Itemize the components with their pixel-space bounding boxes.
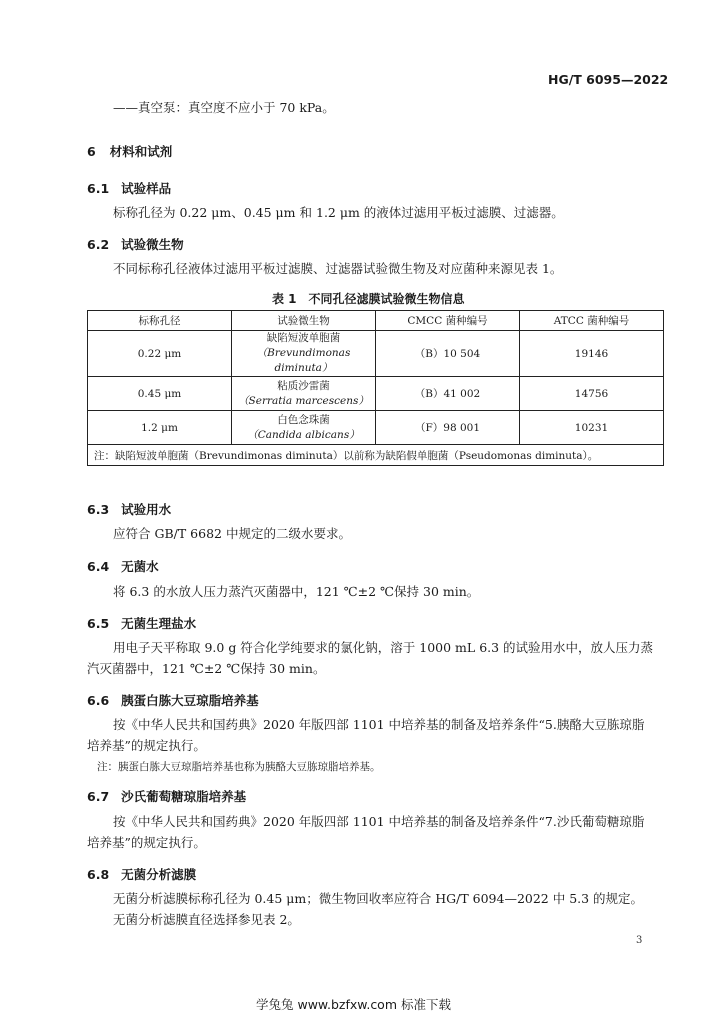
- organism-name-latin: （Brevundimonas diminuta）: [256, 347, 351, 374]
- section-title: 沙氏葡萄糖琼脂培养基: [121, 789, 247, 804]
- section-6-2-heading: [87, 235, 184, 253]
- section-6-8-heading: [87, 865, 196, 883]
- section-6-3-heading: [87, 500, 171, 518]
- section-title: 试验用水: [121, 502, 172, 517]
- section-6-7-heading: [87, 787, 246, 805]
- section-6-4-text: 将 6.3 的水放人压力蒸汽灭菌器中，121 ℃±2 ℃保持 30 min。: [113, 584, 480, 599]
- section-number: 6.1: [87, 181, 110, 196]
- vacuum-pump-line: ——真空泵：真空度不应小于 70 kPa。: [113, 100, 335, 115]
- section-number: 6.8: [87, 867, 110, 882]
- cell-pore: 1.2 μm: [88, 411, 232, 445]
- cell-cmcc: （B）10 504: [376, 331, 520, 377]
- cell-pore: 0.22 μm: [88, 331, 232, 377]
- table-1: [87, 310, 664, 466]
- organism-name-cn: 粘质沙雷菌: [277, 379, 330, 392]
- table-row: [88, 331, 664, 377]
- header-atcc: ATCC 菌种编号: [520, 311, 664, 331]
- section-number: 6: [87, 144, 96, 159]
- cell-pore: 0.45 μm: [88, 377, 232, 411]
- section-6-7-text-line-1: 按《中华人民共和国药典》2020 年版四部 1101 中培养基的制备及培养条件“7.沙氏葡萄糖琼脂: [113, 814, 645, 829]
- organism-name-cn: 缺陷短波单胞菌: [266, 332, 341, 344]
- section-6-7-text-line-2: 培养基”的规定执行。: [87, 835, 206, 850]
- section-number: 6.4: [87, 559, 110, 574]
- section-title: 试验微生物: [121, 237, 184, 252]
- section-number: 6.6: [87, 693, 110, 708]
- footer-watermark: 学兔兔 www.bzfxw.com 标准下载: [256, 997, 451, 1012]
- cell-microorganism: [232, 331, 376, 377]
- section-6-3-text: 应符合 GB/T 6682 中规定的二级水要求。: [113, 526, 351, 541]
- table-header-row: [88, 311, 664, 331]
- section-6-6-note: 注：胰蛋白胨大豆琼脂培养基也称为胰酪大豆胨琼脂培养基。: [97, 761, 381, 773]
- section-6-5-text-line-1: 用电子天平称取 9.0 g 符合化学纯要求的氯化钠，溶于 1000 mL 6.3 的试验用水中，放人压力蒸: [113, 640, 654, 655]
- organism-name-latin: （Serratia marcescens）: [238, 394, 369, 407]
- section-title: 试验样品: [121, 181, 172, 196]
- cell-atcc: 19146: [520, 331, 664, 377]
- header-cmcc: CMCC 菌种编号: [376, 311, 520, 331]
- section-title: 无菌生理盐水: [121, 616, 197, 631]
- section-6-5-heading: [87, 614, 196, 632]
- section-6-6-text-line-1: 按《中华人民共和国药典》2020 年版四部 1101 中培养基的制备及培养条件“5.胰酪大豆胨琼脂: [113, 717, 645, 732]
- header-microorganism: 试验微生物: [232, 311, 376, 331]
- section-number: 6.2: [87, 237, 110, 252]
- cell-atcc: 14756: [520, 377, 664, 411]
- section-number: 6.7: [87, 789, 110, 804]
- section-6-heading: [87, 142, 172, 160]
- table-1-title: 表 1 不同孔径滤膜试验微生物信息: [272, 292, 465, 306]
- section-6-1-text: 标称孔径为 0.22 μm、0.45 μm 和 1.2 μm 的液体过滤用平板过滤膜、过滤器。: [113, 205, 564, 220]
- section-title: 胰蛋白胨大豆琼脂培养基: [121, 693, 259, 708]
- cell-microorganism: [232, 411, 376, 445]
- section-6-8-text-line-1: 无菌分析滤膜标称孔径为 0.45 μm；微生物回收率应符合 HG/T 6094—2022 中 5.3 的规定。: [113, 891, 644, 906]
- table-note-row: [88, 445, 664, 466]
- section-title: 无菌分析滤膜: [121, 867, 197, 882]
- section-number: 6.3: [87, 502, 110, 517]
- organism-name-latin: （Candida albicans）: [247, 428, 360, 441]
- cell-microorganism: [232, 377, 376, 411]
- table-row: [88, 377, 664, 411]
- cell-atcc: 10231: [520, 411, 664, 445]
- section-6-8-text-line-2: 无菌分析滤膜直径选择参见表 2。: [113, 912, 300, 927]
- header-pore-size: 标称孔径: [88, 311, 232, 331]
- section-6-5-text-line-2: 汽灭菌器中，121 ℃±2 ℃保持 30 min。: [87, 661, 326, 676]
- table-note: 注：缺陷短波单胞菌（Brevundimonas diminuta）以前称为缺陷假单胞菌（Pseudomonas diminuta）。: [88, 445, 664, 466]
- section-6-6-text-line-2: 培养基”的规定执行。: [87, 738, 206, 753]
- cell-cmcc: （B）41 002: [376, 377, 520, 411]
- section-6-6-heading: [87, 691, 259, 709]
- section-title: 材料和试剂: [109, 144, 173, 159]
- page-number: 3: [636, 935, 643, 946]
- cell-cmcc: （F）98 001: [376, 411, 520, 445]
- table-row: [88, 411, 664, 445]
- organism-name-cn: 白色念珠菌: [277, 413, 330, 426]
- section-6-2-text: 不同标称孔径液体过滤用平板过滤膜、过滤器试验微生物及对应菌种来源见表 1。: [113, 261, 563, 276]
- section-6-4-heading: [87, 557, 159, 575]
- section-title: 无菌水: [121, 559, 159, 574]
- standard-id: HG/T 6095—2022: [548, 72, 669, 87]
- section-6-1-heading: [87, 179, 171, 197]
- section-number: 6.5: [87, 616, 110, 631]
